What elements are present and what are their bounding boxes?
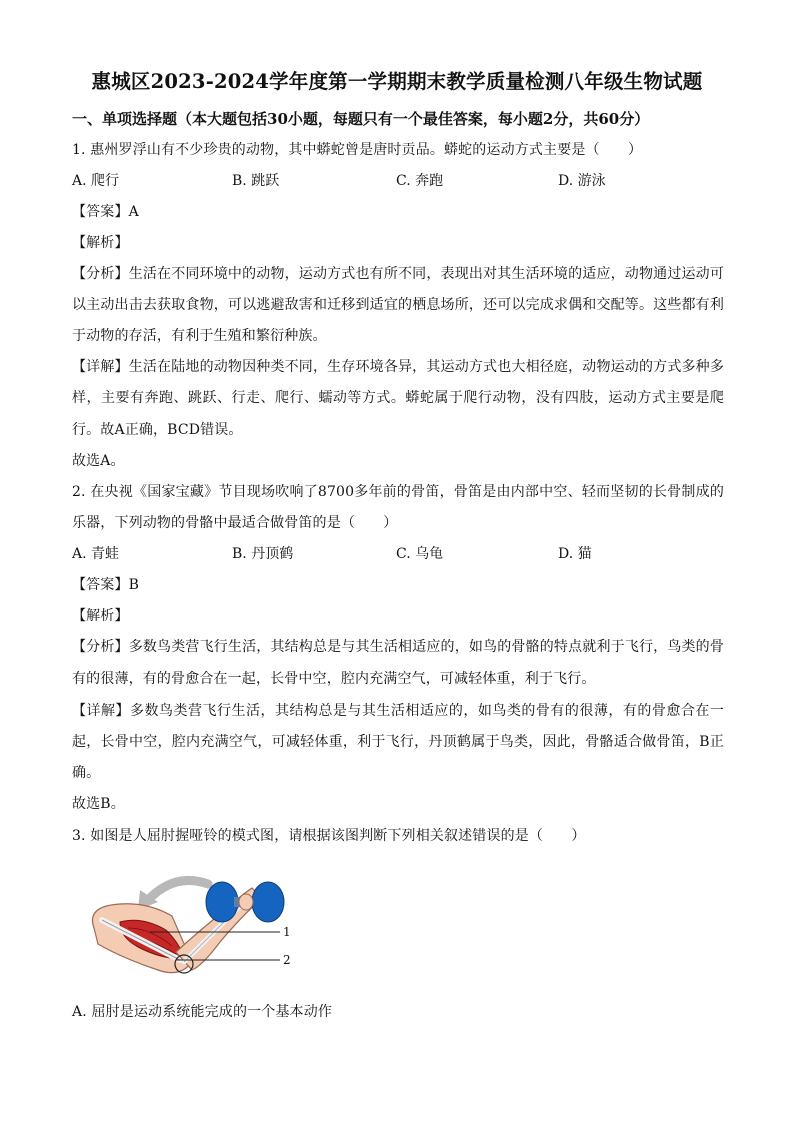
q2-xiangjie-line: 起，长骨中空，腔内充满空气，可减轻体重，利于飞行，丹顶鹤属于鸟类，因此，骨骼适合做骨笛，B正: [72, 734, 724, 750]
hand: [239, 894, 253, 910]
q1-fenxi-line: 以主动出击去获取食物，可以逃避敌害和迁移到适宜的栖息场所，还可以完成求偶和交配等。这些都有利: [72, 297, 724, 313]
section-heading: 一、单项选择题（本大题包括30小题，每题只有一个最佳答案，每小题2分，共60分）: [72, 110, 650, 128]
rotation-arrow: [148, 880, 208, 900]
q1-analysis-label: 【解析】: [72, 235, 129, 251]
q2-answer: 【答案】B: [72, 577, 140, 593]
q1-option-a: A. 爬行: [72, 173, 120, 189]
q1-stem: 1. 惠州罗浮山有不少珍贵的动物，其中蟒蛇曾是唐时贡品。蟒蛇的运动方式主要是（ ）: [72, 142, 643, 158]
q1-conclusion: 故选A。: [72, 453, 125, 469]
q1-answer: 【答案】A: [72, 204, 139, 220]
arm-dumbbell-figure: [80, 866, 310, 986]
q1-fenxi-line: 【分析】生活在不同环境中的动物，运动方式也有所不同，表现出对其生活环境的适应，动物通过运动可: [72, 266, 724, 282]
q3-option-a: A. 屈肘是运动系统能完成的一个基本动作: [72, 1004, 333, 1020]
q1-xiangjie-line: 样，主要有奔跑、跳跃、行走、爬行、蠕动等方式。蟒蛇属于爬行动物，没有四肢，运动方式主要是爬: [72, 390, 724, 406]
q1-fenxi-line: 于动物的存活，有利于生殖和繁衍种族。: [72, 328, 327, 344]
q3-stem: 3. 如图是人屈肘握哑铃的模式图，请根据该图判断下列相关叙述错误的是（ ）: [72, 828, 586, 844]
q1-option-d: D. 游泳: [558, 173, 606, 189]
dumbbell-weight-right: [252, 882, 284, 922]
q2-option-d: D. 猫: [558, 546, 592, 562]
page-title: 惠城区2023-2024学年度第一学期期末教学质量检测八年级生物试题: [91, 70, 703, 93]
q2-option-a: A. 青蛙: [72, 546, 120, 562]
q2-stem-line: 2. 在央视《国家宝藏》节目现场吹响了8700多年前的骨笛，骨笛是由内部中空、轻而坚韧的长骨制成的: [72, 484, 724, 500]
q2-stem-line: 乐器，下列动物的骨骼中最适合做骨笛的是（ ）: [72, 515, 398, 531]
q2-xiangjie-line: 【详解】多数鸟类营飞行生活，其结构总是与其生活相适应的，如鸟类的骨有的很薄，有的骨愈合在一: [72, 703, 724, 719]
q1-xiangjie-line: 【详解】生活在陆地的动物因种类不同，生存环境各异，其运动方式也大相径庭，动物运动的方式多种多: [72, 359, 724, 375]
q2-xiangjie-line: 确。: [72, 765, 101, 781]
q2-conclusion: 故选B。: [72, 796, 125, 812]
q1-option-c: C. 奔跑: [396, 173, 444, 189]
figure-label-1: 1: [283, 925, 291, 939]
figure-label-2: 2: [283, 953, 291, 967]
q2-fenxi-line: 有的很薄，有的骨愈合在一起，长骨中空，腔内充满空气，可减轻体重，利于飞行。: [72, 671, 596, 687]
dumbbell-weight-left: [206, 882, 238, 922]
q2-analysis-label: 【解析】: [72, 608, 129, 624]
q1-option-b: B. 跳跃: [232, 173, 280, 189]
q2-option-c: C. 乌龟: [396, 546, 444, 562]
q2-option-b: B. 丹顶鹤: [232, 546, 294, 562]
q2-fenxi-line: 【分析】多数鸟类营飞行生活，其结构总是与其生活相适应的，如鸟的骨骼的特点就利于飞行，鸟类的骨: [72, 639, 724, 655]
q1-xiangjie-line: 行。故A正确，BCD错误。: [72, 422, 243, 438]
